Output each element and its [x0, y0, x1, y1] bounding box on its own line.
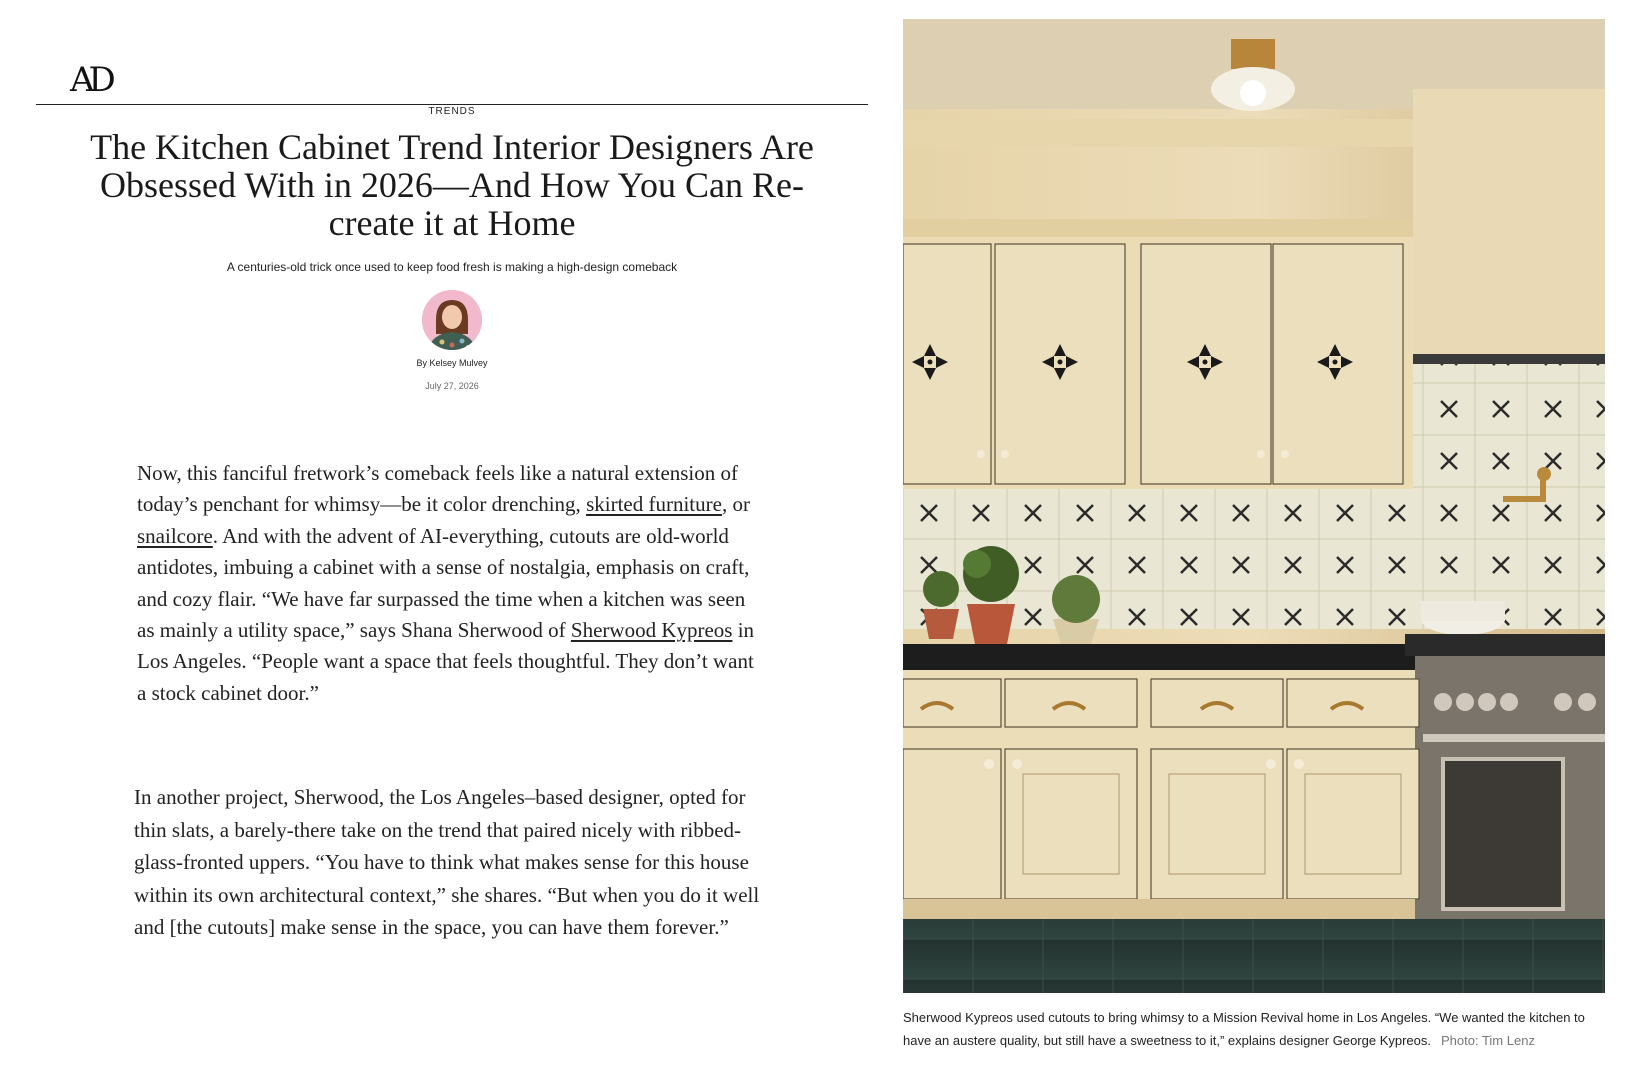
article-headline: The Kitchen Cabinet Trend Interior Designers Are Obsessed With in 2026—And How You Can Re-create it at Home — [90, 127, 814, 243]
paragraph-text: . And with the advent of AI-everything, cutouts are old-world antidotes, imbuing a cabinet with a sense of nostalgia, emphasis on craft, and cozy flair. “We have far surpassed the time when a kitchen was seen as mainly a utility space,” says Shana Sherwood of — [137, 523, 750, 643]
header-divider — [36, 104, 868, 105]
article-byline[interactable]: By Kelsey Mulvey — [416, 358, 488, 368]
article-date: July 27, 2026 — [425, 381, 479, 391]
paragraph-text: Now, this fanciful fretwork’s comeback feels like a natural extension of today’s penchant for whimsy—be it color drenching, — [137, 461, 739, 517]
author-avatar[interactable] — [422, 290, 482, 350]
snailcore-link[interactable]: snailcore — [137, 523, 213, 548]
skirted-furniture-link[interactable]: skirted furniture — [586, 492, 722, 517]
photo-caption — [903, 1006, 1608, 1052]
paragraph-text: in Los Angeles. “People want a space that feels thoughtful. They don’t want a stock cabinet door.” — [137, 618, 755, 705]
author-portrait-icon — [422, 290, 482, 350]
body-paragraph-2: In another project, Sherwood, the Los Angeles–based designer, opted for thin slats, a barely-there take on the trend that paired nicely with ribbed-glass-fronted uppers. “You have to think what makes sense for this house within its own architectural context,” she shares. “But when you do it well and [the cutouts] make sense in the space, you can have them forever.” — [134, 785, 760, 940]
ad-logo[interactable]: AD — [70, 60, 110, 100]
kitchen-photo[interactable] — [903, 19, 1605, 993]
paragraph-text: , or — [721, 492, 750, 517]
body-paragraph-1 — [137, 458, 767, 709]
sherwood-kypreos-link[interactable]: Sherwood Kypreos — [570, 618, 733, 643]
article-dek: A centuries-old trick once used to keep food fresh is making a high-design comeback — [226, 260, 678, 274]
kitchen-illustration — [903, 19, 1605, 993]
photo-credit: Photo: Tim Lenz — [1441, 1033, 1535, 1048]
caption-text: Sherwood Kypreos used cutouts to bring whimsy to a Mission Revival home in Los Angeles. “We wanted the kitchen to have an austere quality, but still have a sweetness to it,” explains designer George Kypreos. — [903, 1010, 1585, 1048]
rubric-label[interactable]: TRENDS — [428, 106, 476, 117]
